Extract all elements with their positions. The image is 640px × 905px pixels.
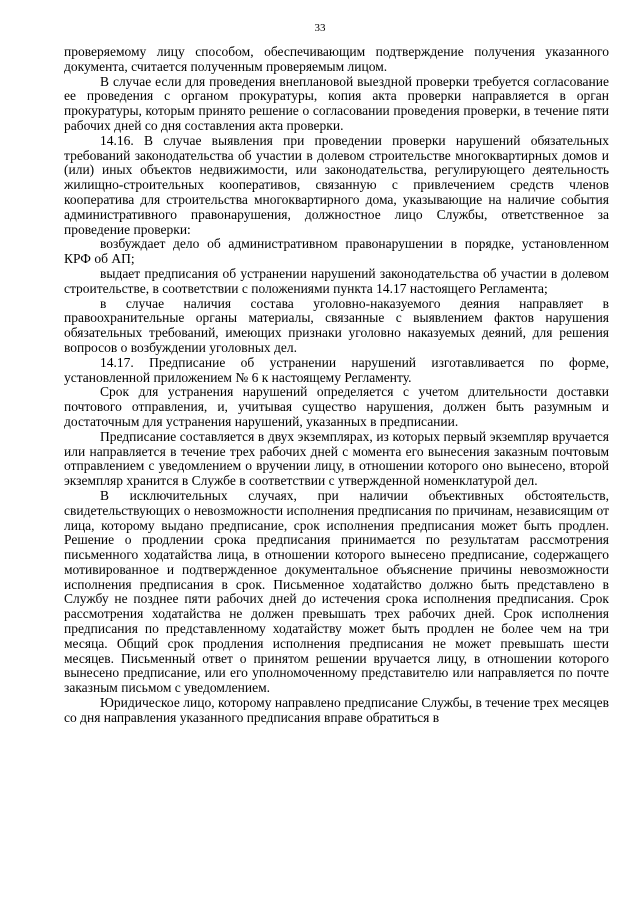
paragraph-deadline: Срок для устранения нарушений определяется с учетом длительности доставки почтового отправления, и, учитывая существо нарушения, должен быть разумным и достаточным для устранения нарушений, указанных в предписании. bbox=[64, 384, 609, 429]
paragraph-issues-orders: выдает предписания об устранении нарушений законодательства об участии в долевом строительстве, в соответствии с положениями пункта 14.17 настоящего Регламента; bbox=[64, 265, 609, 296]
paragraph-legal-entity-appeal: Юридическое лицо, которому направлено предписание Службы, в течение трех месяцев со дня направления указанного предписания вправе обратиться в bbox=[64, 695, 609, 725]
paragraph-initiates-case: возбуждает дело об административном правонарушении в порядке, установленном КРФ об АП; bbox=[64, 236, 609, 267]
page-number: 33 bbox=[314, 22, 326, 34]
paragraph-14-17: 14.17. Предписание об устранении нарушений изготавливается по форме, установленной приложением № 6 к настоящему Регламенту. bbox=[64, 354, 609, 385]
paragraph-two-copies: Предписание составляется в двух экземплярах, из которых первый экземпляр вручается или направляется в течение трех рабочих дней с момента его вынесения заказным почтовым отправлением с уведомлением о вручении лицу, в отношении которого оно вынесено, второй экземпляр хранится в Службе в соответствии с утвержденной номенклатурой дел. bbox=[64, 428, 609, 489]
paragraph-continuation: проверяемому лицу способом, обеспечивающим подтверждение получения указанного документа, считается полученным проверяемым лицом. bbox=[64, 44, 609, 74]
document-body bbox=[64, 45, 609, 726]
paragraph-criminal-referral: в случае наличия состава уголовно-наказуемого деяния направляет в правоохранительные органы материалы, связанные с выявлением фактов нарушения обязательных требований, имеющих признаки уголовно наказуемых деяний, для решения вопросов о возбуждении уголовных дел. bbox=[64, 295, 609, 355]
paragraph-prosecutor-approval: В случае если для проведения внеплановой выездной проверки требуется согласование ее проведения с органом прокуратуры, копия акта проверки направляется в орган прокуратуры, которым принято решение о согласовании проведения проверки, в течение пяти рабочих дней со дня составления акта проверки. bbox=[64, 73, 609, 133]
paragraph-extension: В исключительных случаях, при наличии объективных обстоятельств, свидетельствующих о невозможности исполнения предписания по причинам, независящим от лица, которому выдано предписание, срок исполнения предписания может быть продлен. Решение о продлении срока предписания принимается по результатам рассмотрения письменного ходатайства лица, в отношении которого вынесено предписание, содержащего мотивированное и подтвержденное документальное объяснение причины невозможности исполнения предписания в срок. Письменное ходатайство должно быть представлено в Службу не позднее пяти рабочих дней до истечения срока исполнения предписания. Срок рассмотрения ходатайства не должен превышать трех рабочих дней. Срок исполнения предписания по представленному ходатайству может быть продлен не более чем на три месяца. Общий срок продления исполнения предписания не может превышать шести месяцев. Письменный ответ о принятом решении вручается лицу, в отношении которого вынесено предписание, или его уполномоченному представителю или направляется по почте заказным письмом с уведомлением. bbox=[64, 487, 609, 696]
paragraph-14-16: 14.16. В случае выявления при проведении проверки нарушений обязательных требований законодательства об участии в долевом строительстве многоквартирных домов и (или) иных объектов недвижимости, или законодательства, регулирующего деятельность жилищно-строительных кооперативов, связанную с привлечением средств членов кооператива для строительства многоквартирного дома, указывающие на наличие события административного правонарушения, должностное лицо Службы, ответственное за проведение проверки: bbox=[64, 132, 609, 237]
